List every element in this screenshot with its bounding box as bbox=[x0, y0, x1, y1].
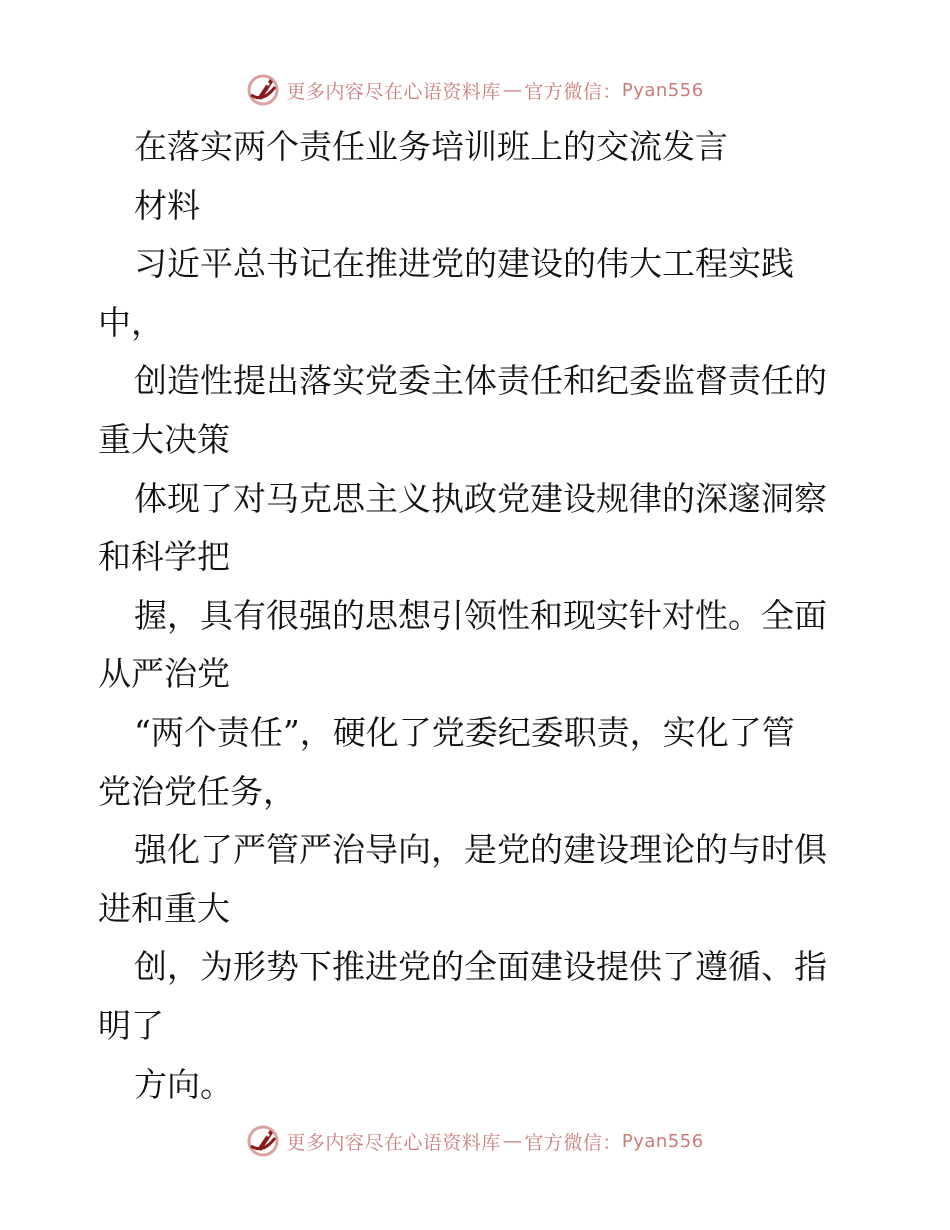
pen-nib-logo-icon bbox=[246, 73, 280, 107]
paragraph-line: 党治党任务， bbox=[98, 771, 296, 811]
paragraph-line: 体现了对马克思主义执政党建设规律的深邃洞察 bbox=[134, 478, 827, 518]
banner-main-text: 更多内容尽在心语资料库 bbox=[286, 80, 501, 103]
pen-nib-logo-icon bbox=[246, 1124, 280, 1158]
paragraph-line: 方向。 bbox=[134, 1064, 233, 1104]
paragraph-line: 创造性提出落实党委主体责任和纪委监督责任的 bbox=[134, 361, 827, 401]
banner-wechat-id: Pyan556 bbox=[621, 79, 704, 101]
paragraph-line: 重大决策 bbox=[98, 419, 230, 459]
footer-watermark-banner bbox=[0, 1121, 950, 1161]
banner-wechat-id: Pyan556 bbox=[621, 1130, 704, 1152]
paragraph-line: 强化了严管严治导向，是党的建设理论的与时俱 bbox=[134, 830, 827, 870]
paragraph-line: 中， bbox=[98, 302, 164, 342]
paragraph-line: “两个责任”，硬化了党委纪委职责，实化了管 bbox=[134, 712, 795, 752]
paragraph-line: 明了 bbox=[98, 1005, 164, 1045]
banner-main-text: 更多内容尽在心语资料库 bbox=[286, 1131, 501, 1154]
banner-official-text: 官方微信： bbox=[524, 80, 622, 103]
banner-separator: — bbox=[502, 1130, 523, 1152]
title-line-1: 在落实两个责任业务培训班上的交流发言 bbox=[134, 127, 728, 166]
paragraph-line: 从严治党 bbox=[98, 654, 230, 694]
document-body bbox=[98, 118, 858, 1114]
paragraph-line: 和科学把 bbox=[98, 537, 230, 577]
paragraph-line: 创，为形势下推进党的全面建设提供了遵循、指 bbox=[134, 947, 827, 987]
paragraph-line: 进和重大 bbox=[98, 888, 230, 928]
banner-separator: — bbox=[502, 79, 523, 101]
banner-official-text: 官方微信： bbox=[524, 1131, 622, 1154]
header-watermark-banner bbox=[0, 70, 950, 110]
paragraph-line: 习近平总书记在推进党的建设的伟大工程实践 bbox=[134, 244, 794, 284]
paragraph-line: 握，具有很强的思想引领性和现实针对性。全面 bbox=[134, 595, 827, 635]
title-line-2: 材料 bbox=[134, 185, 200, 225]
